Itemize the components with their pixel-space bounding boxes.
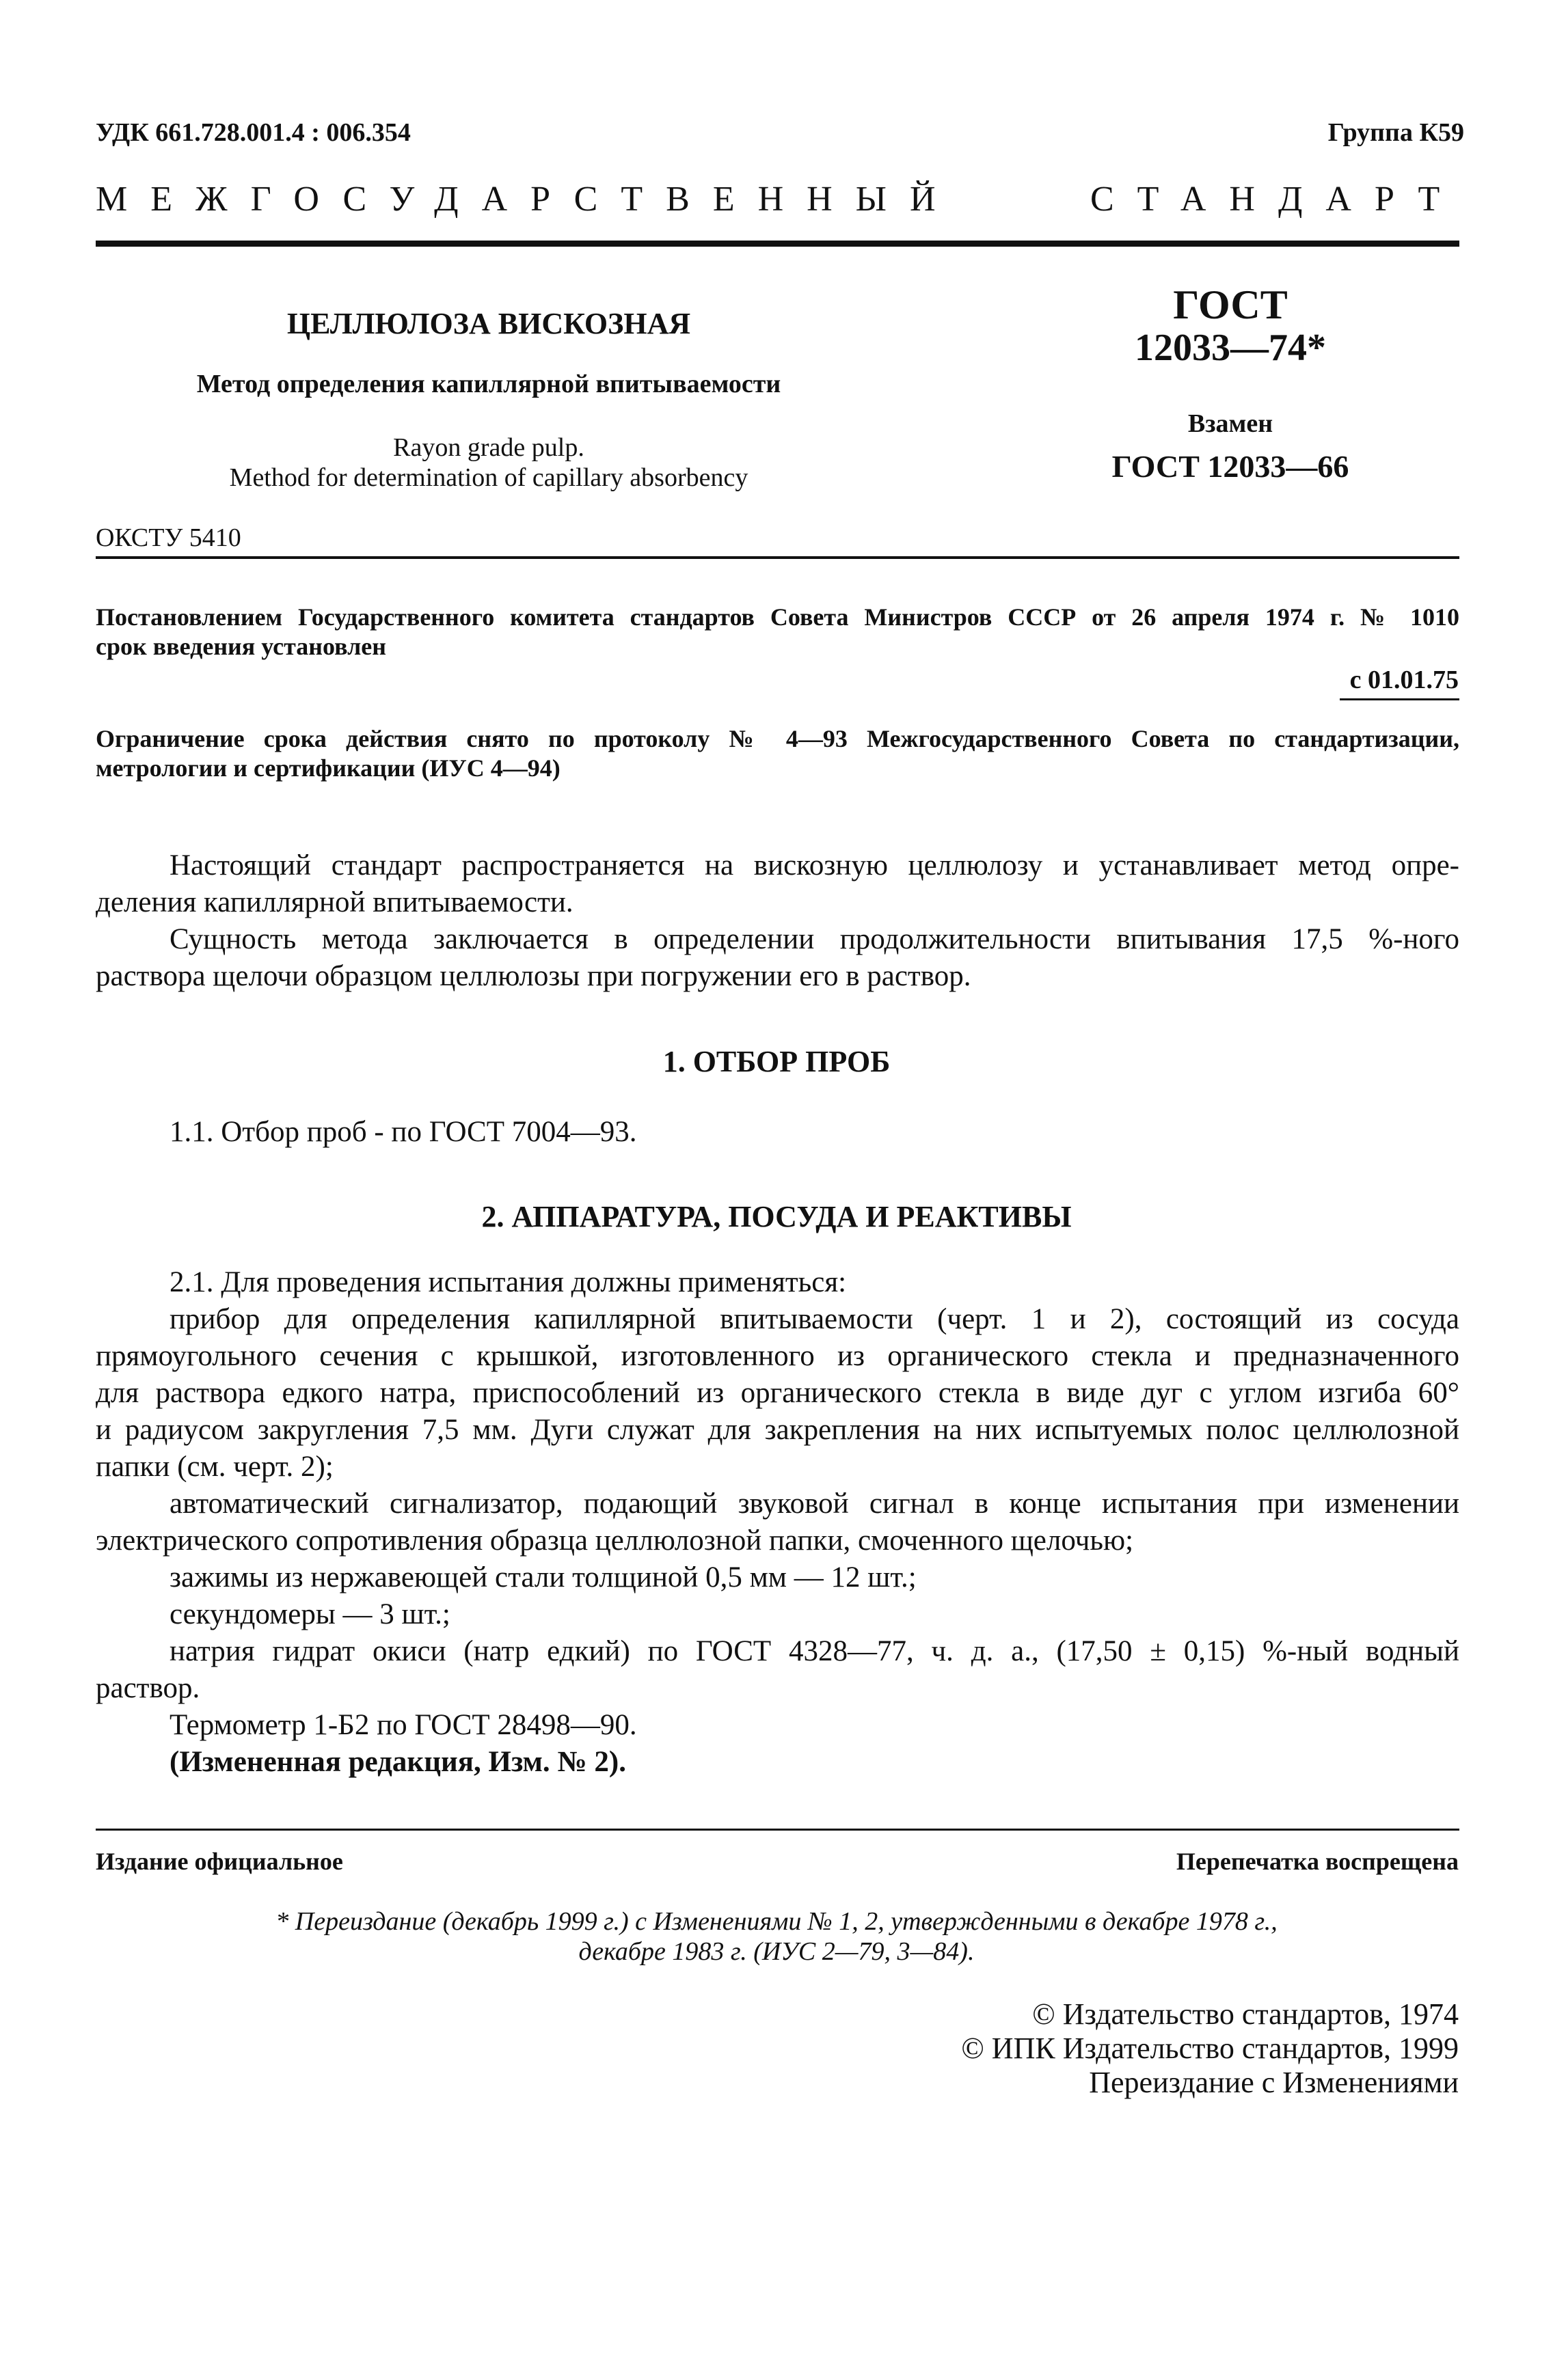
amendment-note: (Измененная редакция, Изм. № 2). [170,1746,626,1778]
decree-line1: Постановлением Государственного комитета стандартов Совета Министров СССР от 26 апреля 1974 г. № 1010 [96,603,1459,631]
udk-code: УДК 661.728.001.4 : 006.354 [96,118,411,147]
section2-line: и радиусом закругления 7,5 мм. Дуги служат для закрепления на них испытуемых полос целлюлозной [96,1414,1459,1446]
english-title-line1: Rayon grade pulp. [393,433,584,462]
intro-p1-line2: деления капиллярной впитываемости. [96,886,573,918]
section2-line: прямоугольного сечения с крышкой, изготовленного из органического стекла и предназначенного [96,1340,1459,1372]
effective-date-underline [1340,698,1459,700]
gost-label: ГОСТ [1173,282,1288,327]
replaces-number: ГОСТ 12033—66 [1111,449,1349,484]
copyright-1999: © ИПК Издательство стандартов, 1999 [961,2032,1459,2065]
replaces-label: Взамен [1187,409,1273,438]
decree-line2: срок введения установлен [96,633,387,660]
section2-line: для раствора едкого натра, приспособлений из органического стекла в виде дуг с углом изгиба 60° [96,1377,1459,1409]
reissue-note-line2: декабре 1983 г. (ИУС 2—79, 3—84). [578,1937,975,1966]
footer-rule [96,1829,1459,1831]
gost-number: 12033—74* [1135,327,1326,369]
section2-line: раствор. [96,1672,200,1704]
intro-p2-line2: раствора щелочи образцом целлюлозы при погружении его в раствор. [96,960,971,992]
effective-date: с 01.01.75 [1349,666,1459,694]
intro-p1-line1: Настоящий стандарт распространяется на вискозную целлюлозу и устанавливает метод опре- [170,849,1459,881]
reissue-note-line1: * Переиздание (декабрь 1999 г.) с Изменениями № 1, 2, утвержденными в декабре 1978 г., [275,1907,1278,1936]
okstu-code: ОКСТУ 5410 [96,523,241,552]
banner-standard: СТАНДАРТ [1090,180,1463,219]
section2-line: 2.1. Для проведения испытания должны применяться: [170,1266,847,1298]
section2-line: натрия гидрат окиси (натр едкий) по ГОСТ 4328—77, ч. д. а., (17,50 ± 0,15) %-ный водный [170,1635,1459,1667]
section1-item: 1.1. Отбор проб - по ГОСТ 7004—93. [170,1116,637,1148]
official-edition: Издание официальное [96,1848,343,1875]
section2-line: секундомеры — 3 шт.; [170,1598,450,1630]
section2-line: электрического сопротивления образца целлюлозной папки, смоченного щелочью; [96,1524,1134,1557]
section1-heading: 1. ОТБОР ПРОБ [662,1045,891,1078]
title-block-rule [96,556,1459,559]
banner-interstate: МЕЖГОСУДАРСТВЕННЫЙ [96,180,959,219]
intro-p2-line1: Сущность метода заключается в определении продолжительности впитывания 17,5 %-ного [170,923,1459,955]
limit-removed-line1: Ограничение срока действия снято по протоколу № 4—93 Межгосударственного Совета по стандартизации, [96,725,1459,752]
section2-line: папки (см. черт. 2); [96,1451,334,1483]
document-subtitle: Метод определения капиллярной впитываемости [196,370,781,398]
group-code: Группа К59 [1327,118,1464,147]
document-title: ЦЕЛЛЮЛОЗА ВИСКОЗНАЯ [286,307,691,340]
section2-line: прибор для определения капиллярной впитываемости (черт. 1 и 2), состоящий из сосуда [170,1303,1459,1335]
section2-line: автоматический сигнализатор, подающий звуковой сигнал в конце испытания при изменении [170,1488,1459,1520]
section2-heading: 2. АППАРАТУРА, ПОСУДА И РЕАКТИВЫ [481,1200,1072,1233]
copyright-1974: © Издательство стандартов, 1974 [1032,1997,1459,2031]
section2-line: зажимы из нержавеющей стали толщиной 0,5 мм — 12 шт.; [170,1561,917,1593]
reissue-with-changes: Переиздание с Изменениями [1089,2066,1459,2099]
english-title-line2: Method for determination of capillary absorbency [229,463,748,492]
header-thick-rule [96,241,1459,247]
no-reprint: Перепечатка воспрещена [1176,1848,1459,1875]
section2-line: Термометр 1-Б2 по ГОСТ 28498—90. [170,1709,637,1741]
limit-removed-line2: метрологии и сертификации (ИУС 4—94) [96,754,561,782]
